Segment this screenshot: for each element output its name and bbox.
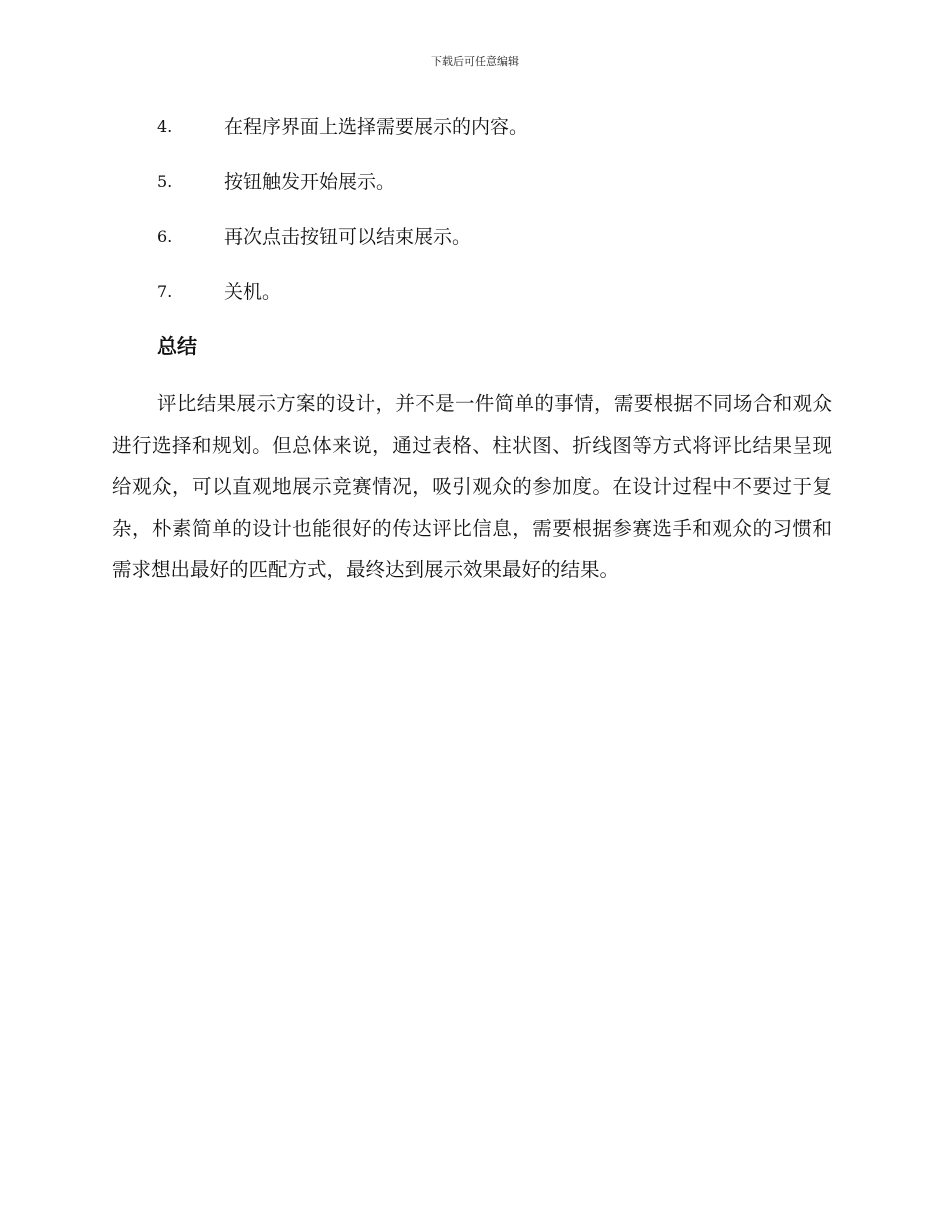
list-item-number: 7. <box>157 282 173 301</box>
list-item-step-4 <box>0 112 950 142</box>
page-header-note: 下载后可任意编辑 <box>431 55 519 68</box>
summary-heading: 总结 <box>157 334 197 358</box>
list-item-text: 再次点击按钮可以结束展示。 <box>224 226 472 248</box>
list-item-step-5 <box>0 167 950 197</box>
summary-paragraph: 评比结果展示方案的设计，并不是一件简单的事情，需要根据不同场合和观众进行选择和规划。但总体来说，通过表格、柱状图、折线图等方式将评比结果呈现给观众，可以直观地展示竞赛情况，吸引观众的参加度。在设计过程中不要过于复杂，朴素简单的设计也能很好的传达评比信息，需要根据参赛选手和观众的习惯和需求想出最好的匹配方式，最终达到展示效果最好的结果。 <box>112 392 832 581</box>
list-item-text: 在程序界面上选择需要展示的内容。 <box>224 116 529 138</box>
list-item-number: 4. <box>157 117 173 136</box>
list-item-step-7 <box>0 277 950 307</box>
list-item-number: 6. <box>157 227 173 246</box>
list-item-text: 按钮触发开始展示。 <box>224 171 396 193</box>
list-item-number: 5. <box>157 172 173 191</box>
list-item-step-6 <box>0 222 950 252</box>
list-item-text: 关机。 <box>224 281 282 303</box>
